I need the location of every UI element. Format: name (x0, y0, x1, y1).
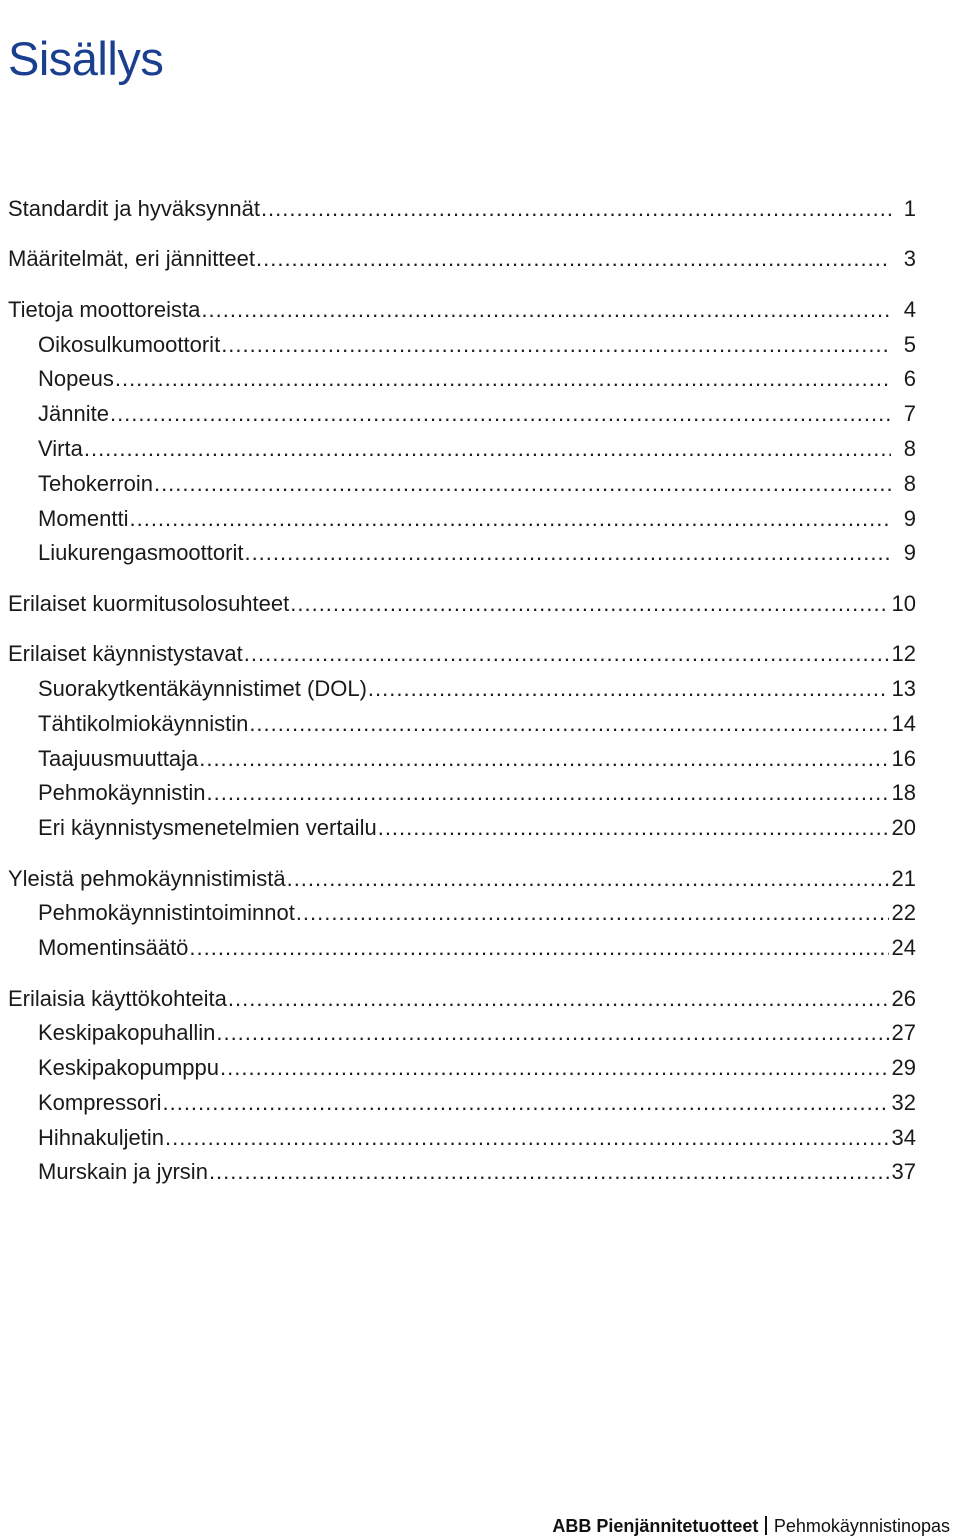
toc-entry-label: Erilaiset käynnistystavat (8, 641, 243, 667)
toc-entry[interactable] (8, 467, 916, 502)
toc-entry[interactable] (8, 293, 916, 328)
toc-entry[interactable] (8, 982, 916, 1017)
toc-dot-leader (287, 862, 889, 897)
toc-dot-leader (249, 707, 888, 742)
toc-dot-leader (244, 637, 889, 672)
toc-entry-page-number: 3 (903, 246, 916, 272)
toc-entry-page-number: 13 (891, 675, 916, 701)
toc-entry-label: Tietoja moottoreista (8, 296, 201, 322)
toc-dot-leader (228, 982, 889, 1017)
toc-entry[interactable] (8, 397, 916, 432)
toc-dot-leader (84, 432, 891, 467)
toc-entry-page-number: 8 (903, 470, 916, 496)
toc-entry-label: Kompressori (38, 1089, 162, 1115)
table-of-contents (8, 192, 916, 1190)
toc-entry[interactable] (8, 362, 916, 397)
toc-entry-page-number: 12 (891, 641, 916, 667)
toc-entry[interactable] (8, 587, 916, 622)
toc-entry-page-number: 9 (903, 505, 916, 531)
toc-entry[interactable] (8, 502, 916, 537)
toc-entry-page-number: 1 (903, 196, 916, 221)
toc-dot-leader (261, 192, 891, 227)
toc-entry-label: Tehokerroin (38, 470, 153, 496)
toc-entry-label: Erilaisia käyttökohteita (8, 985, 227, 1011)
toc-entry-page-number: 16 (891, 745, 916, 771)
toc-entry[interactable] (8, 862, 916, 897)
footer-brand: ABB Pienjännitetuotteet (552, 1516, 759, 1536)
toc-dot-leader (220, 1051, 889, 1086)
toc-entry[interactable] (8, 811, 916, 846)
toc-entry-label: Eri käynnistysmenetelmien vertailu (38, 815, 377, 841)
toc-entry[interactable] (8, 776, 916, 811)
toc-dot-leader (154, 467, 891, 502)
toc-entry-page-number: 26 (891, 985, 916, 1011)
toc-entry-label: Taajuusmuuttaja (38, 745, 199, 771)
toc-entry-label: Momentti (38, 505, 129, 531)
footer-document-title: Pehmokäynnistinopas (773, 1516, 950, 1536)
toc-entry[interactable] (8, 707, 916, 742)
toc-dot-leader (244, 536, 891, 571)
toc-dot-leader (129, 502, 891, 537)
footer-separator (765, 1516, 767, 1535)
toc-entry[interactable] (8, 192, 916, 227)
toc-dot-leader (296, 896, 889, 931)
toc-dot-leader (115, 362, 891, 397)
toc-entry[interactable] (8, 328, 916, 363)
toc-entry-page-number: 37 (891, 1159, 916, 1185)
toc-entry-label: Pehmokäynnistintoiminnot (38, 900, 295, 926)
toc-entry-label: Tähtikolmiokäynnistin (38, 710, 249, 736)
toc-entry[interactable] (8, 931, 916, 966)
toc-entry-page-number: 6 (903, 366, 916, 392)
toc-entry-label: Keskipakopuhallin (38, 1020, 216, 1046)
toc-entry[interactable] (8, 1086, 916, 1121)
toc-entry-label: Liukurengasmoottorit (38, 540, 244, 566)
toc-entry-label: Määritelmät, eri jännitteet (8, 246, 255, 272)
toc-entry-page-number: 5 (903, 331, 916, 357)
toc-entry-page-number: 14 (891, 710, 916, 736)
toc-entry-label: Standardit ja hyväksynnät (8, 196, 260, 221)
toc-dot-leader (290, 587, 888, 622)
page-footer (552, 1514, 950, 1538)
toc-entry-label: Suorakytkentäkäynnistimet (DOL) (38, 675, 367, 701)
toc-dot-leader (165, 1121, 889, 1156)
toc-entry-page-number: 34 (891, 1124, 916, 1150)
toc-entry-label: Murskain ja jyrsin (38, 1159, 208, 1185)
toc-entry-label: Oikosulkumoottorit (38, 331, 221, 357)
page-title: Sisällys (8, 32, 164, 86)
toc-entry-label: Hihnakuljetin (38, 1124, 164, 1150)
toc-entry-page-number: 9 (903, 540, 916, 566)
toc-entry-label: Pehmokäynnistin (38, 780, 206, 806)
toc-entry-page-number: 29 (891, 1055, 916, 1081)
toc-entry-page-number: 21 (891, 865, 916, 891)
toc-entry[interactable] (8, 432, 916, 467)
toc-dot-leader (221, 328, 891, 363)
toc-dot-leader (209, 1155, 889, 1190)
toc-entry-label: Yleistä pehmokäynnistimistä (8, 865, 286, 891)
toc-entry[interactable] (8, 1121, 916, 1156)
toc-entry-label: Jännite (38, 401, 109, 427)
toc-dot-leader (216, 1016, 888, 1051)
toc-dot-leader (256, 242, 891, 277)
toc-dot-leader (368, 672, 889, 707)
toc-dot-leader (201, 293, 891, 328)
toc-dot-leader (162, 1086, 888, 1121)
toc-dot-leader (199, 742, 888, 777)
toc-entry[interactable] (8, 637, 916, 672)
toc-dot-leader (189, 931, 888, 966)
toc-entry[interactable] (8, 242, 916, 277)
toc-entry[interactable] (8, 896, 916, 931)
toc-entry-page-number: 20 (891, 815, 916, 841)
toc-entry-page-number: 7 (903, 401, 916, 427)
toc-entry-label: Erilaiset kuormitusolosuhteet (8, 590, 290, 616)
toc-entry-page-number: 4 (903, 296, 916, 322)
toc-dot-leader (110, 397, 891, 432)
toc-entry-label: Momentinsäätö (38, 935, 189, 961)
toc-entry[interactable] (8, 742, 916, 777)
toc-dot-leader (378, 811, 889, 846)
toc-entry-label: Nopeus (38, 366, 114, 392)
toc-entry[interactable] (8, 1155, 916, 1190)
toc-entry-page-number: 24 (891, 935, 916, 961)
toc-entry[interactable] (8, 536, 916, 571)
toc-entry[interactable] (8, 1051, 916, 1086)
toc-entry-page-number: 27 (891, 1020, 916, 1046)
toc-entry-label: Keskipakopumppu (38, 1055, 220, 1081)
toc-entry-page-number: 32 (891, 1089, 916, 1115)
toc-entry-page-number: 22 (891, 900, 916, 926)
toc-entry-label: Virta (38, 435, 83, 461)
toc-entry-page-number: 10 (891, 590, 916, 616)
toc-dot-leader (207, 776, 889, 811)
toc-entry-page-number: 8 (903, 435, 916, 461)
toc-entry-page-number: 18 (891, 780, 916, 806)
toc-entry[interactable] (8, 1016, 916, 1051)
toc-entry[interactable] (8, 672, 916, 707)
